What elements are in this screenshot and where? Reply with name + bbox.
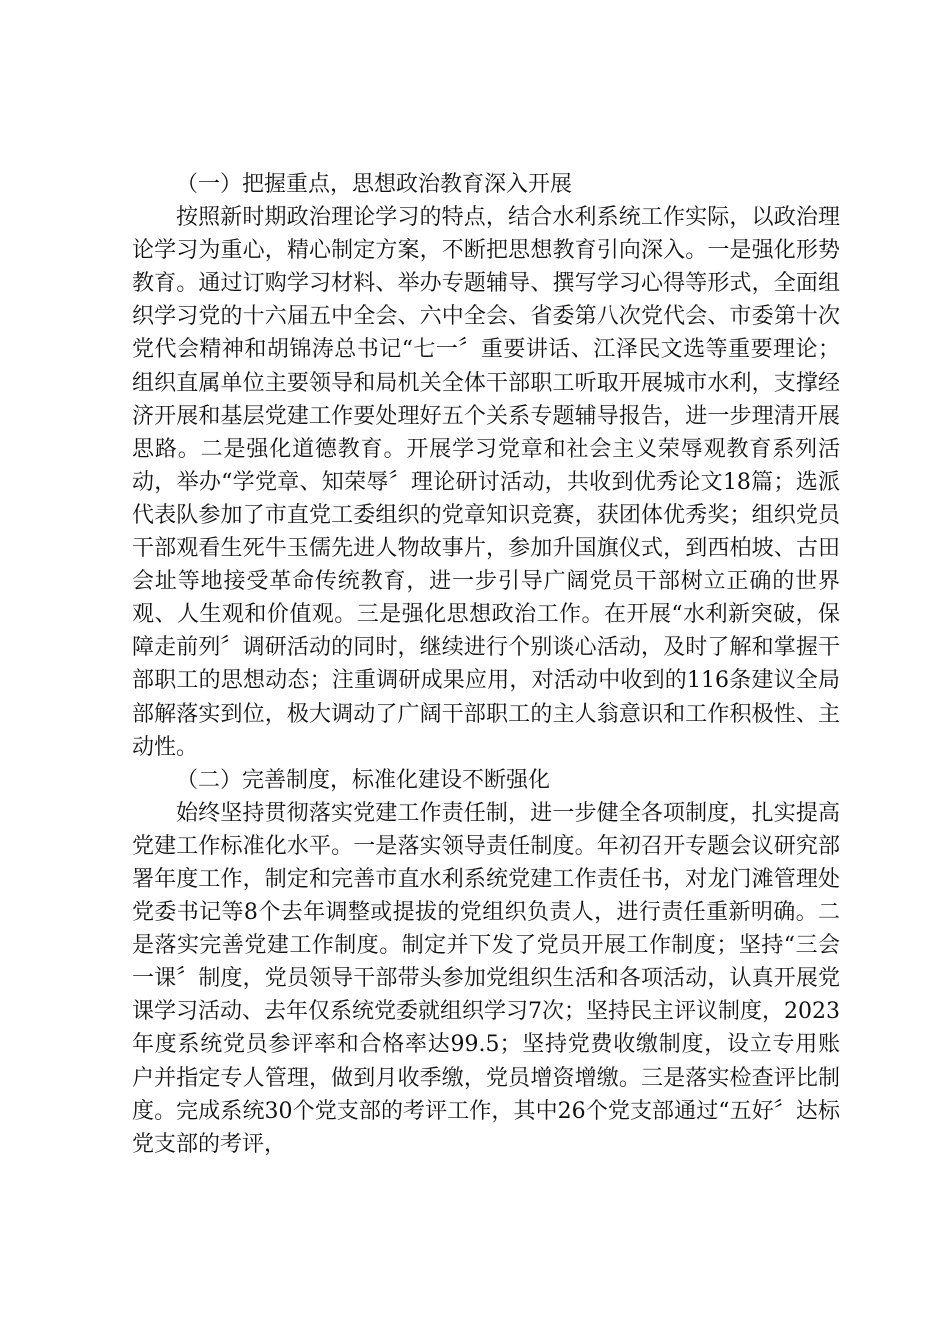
document-body <box>132 168 840 1161</box>
section-heading-2: （二）完善制度，标准化建设不断强化 <box>176 767 551 793</box>
section-paragraph-1: 按照新时期政治理论学习的特点，结合水利系统工作实际，以政治理论学习为重心，精心制定方案，不断把思想教育引向深入。一是强化形势教育。通过订购学习材料、举办专题辅导、撰写学习心得等形式，全面组织学习党的十六届五中全会、六中全会、省委第八次党代会、市委第十次党代会精神和胡锦涛总书记“七一〞重要讲话、江泽民文选等重要理论；组织直属单位主要领导和局机关全体干部职工听取开展城市水利，支撑经济开展和基层党建工作要处理好五个关系专题辅导报告，进一步理清开展思路。二是强化道德教育。开展学习党章和社会主义荣辱观教育系列活动，举办“学党章、知荣辱〞理论研讨活动，共收到优秀论文18篇；选派代表队参加了市直党工委组织的党章知识竞赛，获团体优秀奖；组织党员干部观看生死牛玉儒先进人物故事片，参加升国旗仪式，到西柏坡、古田会址等地接受革命传统教育，进一步引导广阔党员干部树立正确的世界观、人生观和价值观。三是强化思想政治工作。在开展“水利新突破，保障走前列〞调研活动的同时，继续进行个别谈心活动，及时了解和掌握干部职工的思想动态；注重调研成果应用，对活动中收到的116条建议全局部解落实到位，极大调动了广阔干部职工的主人翁意识和工作积极性、主动性。 <box>132 205 840 760</box>
section-paragraph-2: 始终坚持贯彻落实党建工作责任制，进一步健全各项制度，扎实提高党建工作标准化水平。一是落实领导责任制度。年初召开专题会议研究部署年度工作，制定和完善市直水利系统党建工作责任书，对龙门滩管理处党委书记等8个去年调整或提拔的党组织负责人，进行责任重新明确。二是落实完善党建工作制度。制定并下发了党员开展工作制度；坚持“三会一课〞制度，党员领导干部带头参加党组织生活和各项活动，认真开展党课学习活动、去年仅系统党委就组织学习7次；坚持民主评议制度，2023年度系统党员参评率和合格率达99.5；坚持党费收缴制度，设立专用账户并指定专人管理，做到月收季缴，党员增资增缴。三是落实检查评比制度。完成系统30个党支部的考评工作，其中26个党支部通过“五好〞达标党支部的考评， <box>132 800 840 1157</box>
section-heading-1: （一）把握重点，思想政治教育深入开展 <box>176 172 573 197</box>
